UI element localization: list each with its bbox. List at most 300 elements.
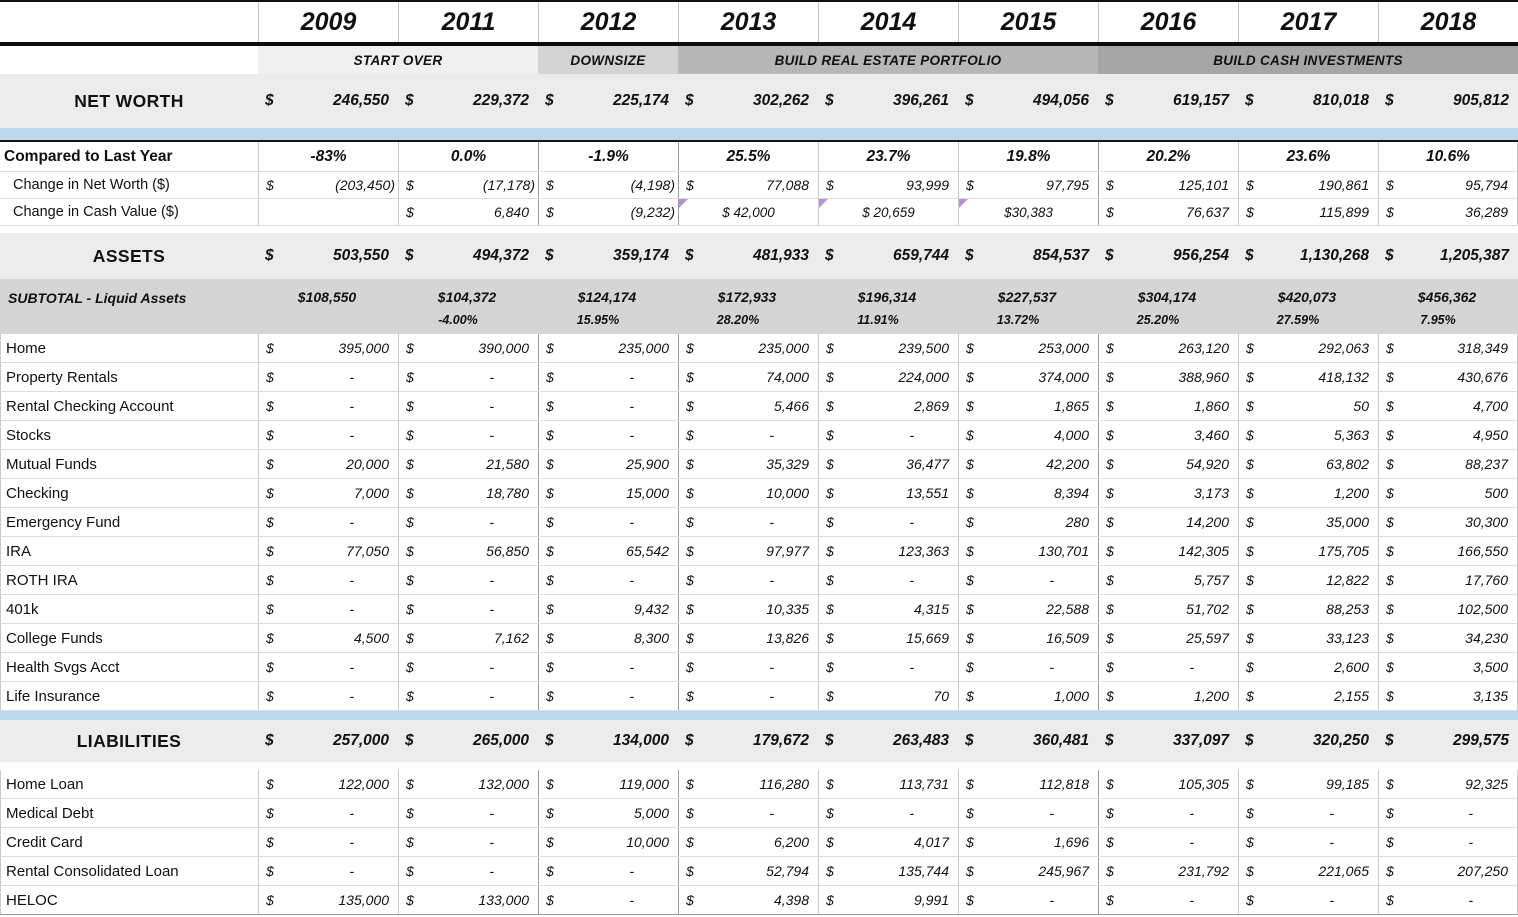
cell-home-loan-2018[interactable] [1378,770,1518,798]
cell-rental-consolidated-loan-2012[interactable] [538,857,678,885]
cell-value: (4,198) [630,177,675,193]
cell-value: 231,792 [1178,863,1229,879]
cell-emergency-fund-2018[interactable] [1378,508,1518,536]
cell-401k-2014[interactable] [818,595,958,623]
currency-symbol: $ [1245,92,1254,109]
cell-rental-checking-account-2014[interactable] [818,392,958,420]
cell-value: 130,701 [1038,543,1089,559]
cell-home-loan-2016[interactable] [1098,770,1238,798]
cell-value: - [349,514,354,530]
cell-subtotal-liquid-assets-2012[interactable] [538,279,678,334]
cell-medical-debt-2015[interactable] [958,799,1098,827]
cell-roth-ira-2018[interactable] [1378,566,1518,594]
cell-change-in-cash-value-2018[interactable] [1378,199,1518,225]
cell-credit-card-2015[interactable] [958,828,1098,856]
cell-401k-2013[interactable] [678,595,818,623]
cell-roth-ira-2011[interactable] [398,566,538,594]
row-label-ira[interactable]: IRA [0,537,258,565]
cell-liabilities-2012[interactable] [538,720,678,762]
cell-health-svgs-acct-2016[interactable] [1098,653,1238,681]
cell-credit-card-2017[interactable] [1238,828,1378,856]
cell-subtotal-liquid-assets-2009[interactable] [258,279,398,334]
phase-build-real-estate-portfolio[interactable]: BUILD REAL ESTATE PORTFOLIO [678,46,1098,74]
cell-heloc-2017[interactable] [1238,886,1378,914]
currency-symbol: $ [825,247,834,264]
cell-property-rentals-2009[interactable] [258,363,398,391]
cell-change-in-cash-value-2016[interactable] [1098,199,1238,225]
cell-home-loan-2013[interactable] [678,770,818,798]
currency-symbol: $ [266,659,274,675]
cell-value: 619,157 [1172,92,1229,109]
cell-emergency-fund-2017[interactable] [1238,508,1378,536]
row-label-college-funds[interactable]: College Funds [0,624,258,652]
cell-change-in-cash-value-2009[interactable] [258,199,398,225]
cell-compared-to-last-year-2012[interactable] [538,142,678,171]
cell-liabilities-2014[interactable] [818,720,958,762]
row-label-health-svgs-acct[interactable]: Health Svgs Acct [0,653,258,681]
cell-net-worth-2016[interactable] [1098,74,1238,128]
cell-health-svgs-acct-2013[interactable] [678,653,818,681]
cell-health-svgs-acct-2018[interactable] [1378,653,1518,681]
cell-value: 99,185 [1326,776,1369,792]
cell-compared-to-last-year-2009[interactable] [258,142,398,171]
cell-rental-consolidated-loan-2009[interactable] [258,857,398,885]
cell-value: 172,933 [725,289,777,305]
cell-change-in-net-worth-2016[interactable] [1098,172,1238,198]
cell-mutual-funds-2011[interactable] [398,450,538,478]
cell-college-funds-2014[interactable] [818,624,958,652]
cell-checking-2009[interactable] [258,479,398,507]
cell-assets-2012[interactable] [538,233,678,279]
cell-rental-consolidated-loan-2016[interactable] [1098,857,1238,885]
cell-medical-debt-2009[interactable] [258,799,398,827]
cell-assets-2009[interactable] [258,233,398,279]
cell-medical-debt-2016[interactable] [1098,799,1238,827]
cell-liabilities-2009[interactable] [258,720,398,762]
cell-change-in-net-worth-2014[interactable] [818,172,958,198]
cell-checking-2018[interactable] [1378,479,1518,507]
cell-checking-2015[interactable] [958,479,1098,507]
row-label-home[interactable]: Home [0,334,258,362]
cell-value: 65,542 [626,543,669,559]
cell-compared-to-last-year-2011[interactable] [398,142,538,171]
cell-college-funds-2012[interactable] [538,624,678,652]
cell-emergency-fund-2015[interactable] [958,508,1098,536]
cell-value: 112,818 [1039,776,1089,792]
cell-compared-to-last-year-2018[interactable] [1378,142,1518,171]
cell-assets-2014[interactable] [818,233,958,279]
cell-property-rentals-2015[interactable] [958,363,1098,391]
cell-emergency-fund-2014[interactable] [818,508,958,536]
cell-value: - [769,805,774,821]
cell-rental-checking-account-2013[interactable] [678,392,818,420]
currency-symbol: $ [545,92,554,109]
cell-compared-to-last-year-2015[interactable] [958,142,1098,171]
cell-subtotal-liquid-assets-2015[interactable] [958,279,1098,334]
cell-rental-checking-account-2015[interactable] [958,392,1098,420]
cell-property-rentals-2012[interactable] [538,363,678,391]
cell-change-in-cash-value-2011[interactable] [398,199,538,225]
cell-net-worth-2015[interactable] [958,74,1098,128]
cell-change-in-net-worth-2009[interactable] [258,172,398,198]
cell-roth-ira-2015[interactable] [958,566,1098,594]
cell-liabilities-2017[interactable] [1238,720,1378,762]
year-header-2015[interactable]: 2015 [958,2,1098,42]
phase-band-row [0,46,1518,74]
cell-stocks-2017[interactable] [1238,421,1378,449]
cell-value: 390,000 [478,340,529,356]
cell-health-svgs-acct-2017[interactable] [1238,653,1378,681]
cell-life-insurance-2016[interactable] [1098,682,1238,710]
cell-property-rentals-2013[interactable] [678,363,818,391]
cell-ira-2011[interactable] [398,537,538,565]
cell-value: 36,289 [1465,204,1508,220]
cell-rental-consolidated-loan-2014[interactable] [818,857,958,885]
cell-change-in-net-worth-2018[interactable] [1378,172,1518,198]
row-label-change-in-cash-value[interactable]: Change in Cash Value ($) [13,204,179,220]
row-label-rental-consolidated-loan[interactable]: Rental Consolidated Loan [0,857,258,885]
cell-roth-ira-2014[interactable] [818,566,958,594]
cell-roth-ira-2017[interactable] [1238,566,1378,594]
cell-change-in-net-worth-2015[interactable] [958,172,1098,198]
cell-stocks-2015[interactable] [958,421,1098,449]
cell-assets-2016[interactable] [1098,233,1238,279]
cell-value: - [489,834,494,850]
cell-property-rentals-2011[interactable] [398,363,538,391]
cell-change-in-net-worth-2017[interactable] [1238,172,1378,198]
cell-college-funds-2011[interactable] [398,624,538,652]
row-label-rental-checking-account[interactable]: Rental Checking Account [0,392,258,420]
cell-life-insurance-2017[interactable] [1238,682,1378,710]
cell-liabilities-2016[interactable] [1098,720,1238,762]
cell-emergency-fund-2011[interactable] [398,508,538,536]
cell-stocks-2012[interactable] [538,421,678,449]
cell-liabilities-2013[interactable] [678,720,818,762]
cell-credit-card-2018[interactable] [1378,828,1518,856]
cell-medical-debt-2018[interactable] [1378,799,1518,827]
cell-home-2018[interactable] [1378,334,1518,362]
row-label-401k[interactable]: 401k [0,595,258,623]
cell-rental-checking-account-2018[interactable] [1378,392,1518,420]
cell-home-2013[interactable] [678,334,818,362]
cell-liabilities-2015[interactable] [958,720,1098,762]
row-assets [0,233,1518,279]
cell-rental-consolidated-loan-2018[interactable] [1378,857,1518,885]
cell-life-insurance-2011[interactable] [398,682,538,710]
cell-health-svgs-acct-2009[interactable] [258,653,398,681]
row-label-mutual-funds[interactable]: Mutual Funds [0,450,258,478]
cell-change-in-cash-value-2015[interactable] [958,199,1098,225]
cell-home-loan-2015[interactable] [958,770,1098,798]
cell-home-loan-2014[interactable] [818,770,958,798]
cell-stocks-2011[interactable] [398,421,538,449]
cell-ira-2018[interactable] [1378,537,1518,565]
cell-checking-2016[interactable] [1098,479,1238,507]
cell-medical-debt-2017[interactable] [1238,799,1378,827]
cell-college-funds-2015[interactable] [958,624,1098,652]
row-label-property-rentals[interactable]: Property Rentals [0,363,258,391]
cell-change-in-cash-value-2012[interactable] [538,199,678,225]
cell-change-in-net-worth-2011[interactable] [398,172,538,198]
cell-emergency-fund-2012[interactable] [538,508,678,536]
cell-assets-2013[interactable] [678,233,818,279]
cell-ira-2013[interactable] [678,537,818,565]
cell-life-insurance-2014[interactable] [818,682,958,710]
cell-net-worth-2009[interactable] [258,74,398,128]
cell-ira-2016[interactable] [1098,537,1238,565]
cell-liabilities-2018[interactable] [1378,720,1518,762]
cell-life-insurance-2012[interactable] [538,682,678,710]
cell-medical-debt-2014[interactable] [818,799,958,827]
cell-life-insurance-2009[interactable] [258,682,398,710]
cell-home-loan-2011[interactable] [398,770,538,798]
cell-value: 25,597 [1186,630,1229,646]
cell-credit-card-2012[interactable] [538,828,678,856]
cell-home-2012[interactable] [538,334,678,362]
cell-college-funds-2017[interactable] [1238,624,1378,652]
currency-symbol: $ [1106,485,1114,501]
cell-home-loan-2017[interactable] [1238,770,1378,798]
cell-net-worth-2014[interactable] [818,74,958,128]
cell-net-worth-2012[interactable] [538,74,678,128]
cell-value: 30,300 [1465,514,1508,530]
cell-heloc-2009[interactable] [258,886,398,914]
cell-home-2016[interactable] [1098,334,1238,362]
cell-401k-2011[interactable] [398,595,538,623]
row-label-credit-card[interactable]: Credit Card [0,828,258,856]
cell-heloc-2015[interactable] [958,886,1098,914]
cell-roth-ira-2013[interactable] [678,566,818,594]
cell-home-2015[interactable] [958,334,1098,362]
cell-health-svgs-acct-2014[interactable] [818,653,958,681]
cell-college-funds-2013[interactable] [678,624,818,652]
cell-life-insurance-2018[interactable] [1378,682,1518,710]
cell-property-rentals-2018[interactable] [1378,363,1518,391]
cell-401k-2015[interactable] [958,595,1098,623]
cell-college-funds-2018[interactable] [1378,624,1518,652]
year-header-2014[interactable]: 2014 [818,2,958,42]
cell-home-loan-2009[interactable] [258,770,398,798]
cell-mutual-funds-2016[interactable] [1098,450,1238,478]
row-label-checking[interactable]: Checking [0,479,258,507]
cell-heloc-2012[interactable] [538,886,678,914]
currency-symbol: $ [966,834,974,850]
cell-heloc-2016[interactable] [1098,886,1238,914]
cell-roth-ira-2009[interactable] [258,566,398,594]
cell-subtotal-liquid-assets-2014[interactable] [818,279,958,334]
row-label-life-insurance[interactable]: Life Insurance [0,682,258,710]
cell-value: - [629,398,634,414]
cell-compared-to-last-year-2013[interactable] [678,142,818,171]
row-label-change-in-net-worth[interactable]: Change in Net Worth ($) [13,177,170,193]
cell-value: 4,500 [353,630,389,646]
cell-value: - [909,805,914,821]
cell-net-worth-2018[interactable] [1378,74,1518,128]
cell-mutual-funds-2012[interactable] [538,450,678,478]
cell-credit-card-2009[interactable] [258,828,398,856]
cell-net-worth-2011[interactable] [398,74,538,128]
cell-compared-to-last-year-2017[interactable] [1238,142,1378,171]
cell-medical-debt-2012[interactable] [538,799,678,827]
cell-subtotal-liquid-assets-2017[interactable] [1238,279,1378,334]
cell-401k-2009[interactable] [258,595,398,623]
row-label-emergency-fund[interactable]: Emergency Fund [0,508,258,536]
cell-assets-2017[interactable] [1238,233,1378,279]
currency-symbol: $ [1137,289,1146,305]
cell-home-loan-2012[interactable] [538,770,678,798]
cell-credit-card-2016[interactable] [1098,828,1238,856]
cell-rental-checking-account-2017[interactable] [1238,392,1378,420]
year-header-2011[interactable]: 2011 [398,2,538,42]
cell-mutual-funds-2014[interactable] [818,450,958,478]
cell-stocks-2014[interactable] [818,421,958,449]
currency-symbol: $ [1106,659,1114,675]
phase-start-over[interactable]: START OVER [258,46,538,74]
cell-home-2014[interactable] [818,334,958,362]
cell-medical-debt-2013[interactable] [678,799,818,827]
cell-assets-2018[interactable] [1378,233,1518,279]
cell-value: - [769,514,774,530]
cell-roth-ira-2016[interactable] [1098,566,1238,594]
row-label-medical-debt[interactable]: Medical Debt [0,799,258,827]
cell-subtotal-liquid-assets-2016[interactable] [1098,279,1238,334]
year-header-2013[interactable]: 2013 [678,2,818,42]
cell-401k-2018[interactable] [1378,595,1518,623]
cell-stocks-2009[interactable] [258,421,398,449]
row-label-net-worth[interactable]: NET WORTH [74,90,184,111]
cell-401k-2016[interactable] [1098,595,1238,623]
cell-health-svgs-acct-2015[interactable] [958,653,1098,681]
cell-home-2017[interactable] [1238,334,1378,362]
cell-property-rentals-2016[interactable] [1098,363,1238,391]
cell-stocks-2016[interactable] [1098,421,1238,449]
cell-net-worth-2017[interactable] [1238,74,1378,128]
cell-rental-consolidated-loan-2013[interactable] [678,857,818,885]
cell-ira-2017[interactable] [1238,537,1378,565]
phase-build-cash-investments[interactable]: BUILD CASH INVESTMENTS [1098,46,1518,74]
cell-health-svgs-acct-2011[interactable] [398,653,538,681]
cell-stocks-2018[interactable] [1378,421,1518,449]
cell-heloc-2013[interactable] [678,886,818,914]
cell-heloc-2011[interactable] [398,886,538,914]
year-header-2017[interactable]: 2017 [1238,2,1378,42]
cell-life-insurance-2013[interactable] [678,682,818,710]
cell-medical-debt-2011[interactable] [398,799,538,827]
cell-rental-checking-account-2012[interactable] [538,392,678,420]
cell-rental-consolidated-loan-2011[interactable] [398,857,538,885]
year-header-2018[interactable]: 2018 [1378,2,1518,42]
cell-home-2011[interactable] [398,334,538,362]
cell-value: 1,200 [1333,485,1369,501]
cell-checking-2017[interactable] [1238,479,1378,507]
cell-checking-2013[interactable] [678,479,818,507]
year-header-2009[interactable]: 2009 [258,2,398,42]
row-label-roth-ira[interactable]: ROTH IRA [0,566,258,594]
cell-assets-2015[interactable] [958,233,1098,279]
cell-rental-consolidated-loan-2017[interactable] [1238,857,1378,885]
cell-change-in-net-worth-2013[interactable] [678,172,818,198]
cell-rental-checking-account-2016[interactable] [1098,392,1238,420]
cell-credit-card-2013[interactable] [678,828,818,856]
currency-symbol: $ [546,427,554,443]
cell-value: 225,174 [612,92,669,109]
cell-rental-checking-account-2011[interactable] [398,392,538,420]
cell-rental-checking-account-2009[interactable] [258,392,398,420]
cell-401k-2017[interactable] [1238,595,1378,623]
cell-subtotal-liquid-assets-2013[interactable] [678,279,818,334]
cell-compared-to-last-year-2016[interactable] [1098,142,1238,171]
cell-credit-card-2011[interactable] [398,828,538,856]
cell-heloc-2018[interactable] [1378,886,1518,914]
cell-roth-ira-2012[interactable] [538,566,678,594]
cell-liabilities-2011[interactable] [398,720,538,762]
cell-mutual-funds-2009[interactable] [258,450,398,478]
cell-stocks-2013[interactable] [678,421,818,449]
cell-mutual-funds-2017[interactable] [1238,450,1378,478]
cell-emergency-fund-2009[interactable] [258,508,398,536]
cell-value: 134,000 [612,732,669,749]
cell-college-funds-2009[interactable] [258,624,398,652]
cell-compared-to-last-year-2014[interactable] [818,142,958,171]
cell-change-in-cash-value-2014[interactable] [818,199,958,225]
cell-assets-2011[interactable] [398,233,538,279]
cell-ira-2012[interactable] [538,537,678,565]
cell-property-rentals-2014[interactable] [818,363,958,391]
cell-credit-card-2014[interactable] [818,828,958,856]
cell-ira-2015[interactable] [958,537,1098,565]
cell-net-worth-2013[interactable] [678,74,818,128]
year-header-2012[interactable]: 2012 [538,2,678,42]
cell-emergency-fund-2016[interactable] [1098,508,1238,536]
cell-checking-2011[interactable] [398,479,538,507]
year-header-2016[interactable]: 2016 [1098,2,1238,42]
row-label-liabilities[interactable]: LIABILITIES [76,730,182,751]
cell-ira-2009[interactable] [258,537,398,565]
cell-emergency-fund-2013[interactable] [678,508,818,536]
cell-rental-consolidated-loan-2015[interactable] [958,857,1098,885]
cell-property-rentals-2017[interactable] [1238,363,1378,391]
cell-ira-2014[interactable] [818,537,958,565]
row-label-heloc[interactable]: HELOC [0,886,258,914]
cell-change-in-net-worth-2012[interactable] [538,172,678,198]
cell-mutual-funds-2013[interactable] [678,450,818,478]
currency-symbol: $ [686,572,694,588]
cell-subtotal-liquid-assets-2011[interactable] [398,279,538,334]
cell-health-svgs-acct-2012[interactable] [538,653,678,681]
cell-college-funds-2016[interactable] [1098,624,1238,652]
phase-downsize[interactable]: DOWNSIZE [538,46,678,74]
cell-mutual-funds-2015[interactable] [958,450,1098,478]
cell-subtotal-liquid-assets-2018[interactable] [1378,279,1518,334]
cell-change-in-cash-value-2017[interactable] [1238,199,1378,225]
row-label-assets[interactable]: ASSETS [92,245,166,266]
cell-value: 263,120 [1178,340,1229,356]
cell-value: 396,261 [892,92,949,109]
cell-401k-2012[interactable] [538,595,678,623]
cell-checking-2014[interactable] [818,479,958,507]
cell-heloc-2014[interactable] [818,886,958,914]
row-label-subtotal-liquid-assets[interactable]: SUBTOTAL - Liquid Assets [8,290,187,306]
cell-life-insurance-2015[interactable] [958,682,1098,710]
cell-mutual-funds-2018[interactable] [1378,450,1518,478]
row-label-compared-to-last-year[interactable]: Compared to Last Year [4,147,173,165]
cell-checking-2012[interactable] [538,479,678,507]
row-label-home-loan[interactable]: Home Loan [0,770,258,798]
cell-change-in-cash-value-2013[interactable] [678,199,818,225]
row-label-stocks[interactable]: Stocks [0,421,258,449]
cell-home-2009[interactable] [258,334,398,362]
currency-symbol: $ [966,688,974,704]
